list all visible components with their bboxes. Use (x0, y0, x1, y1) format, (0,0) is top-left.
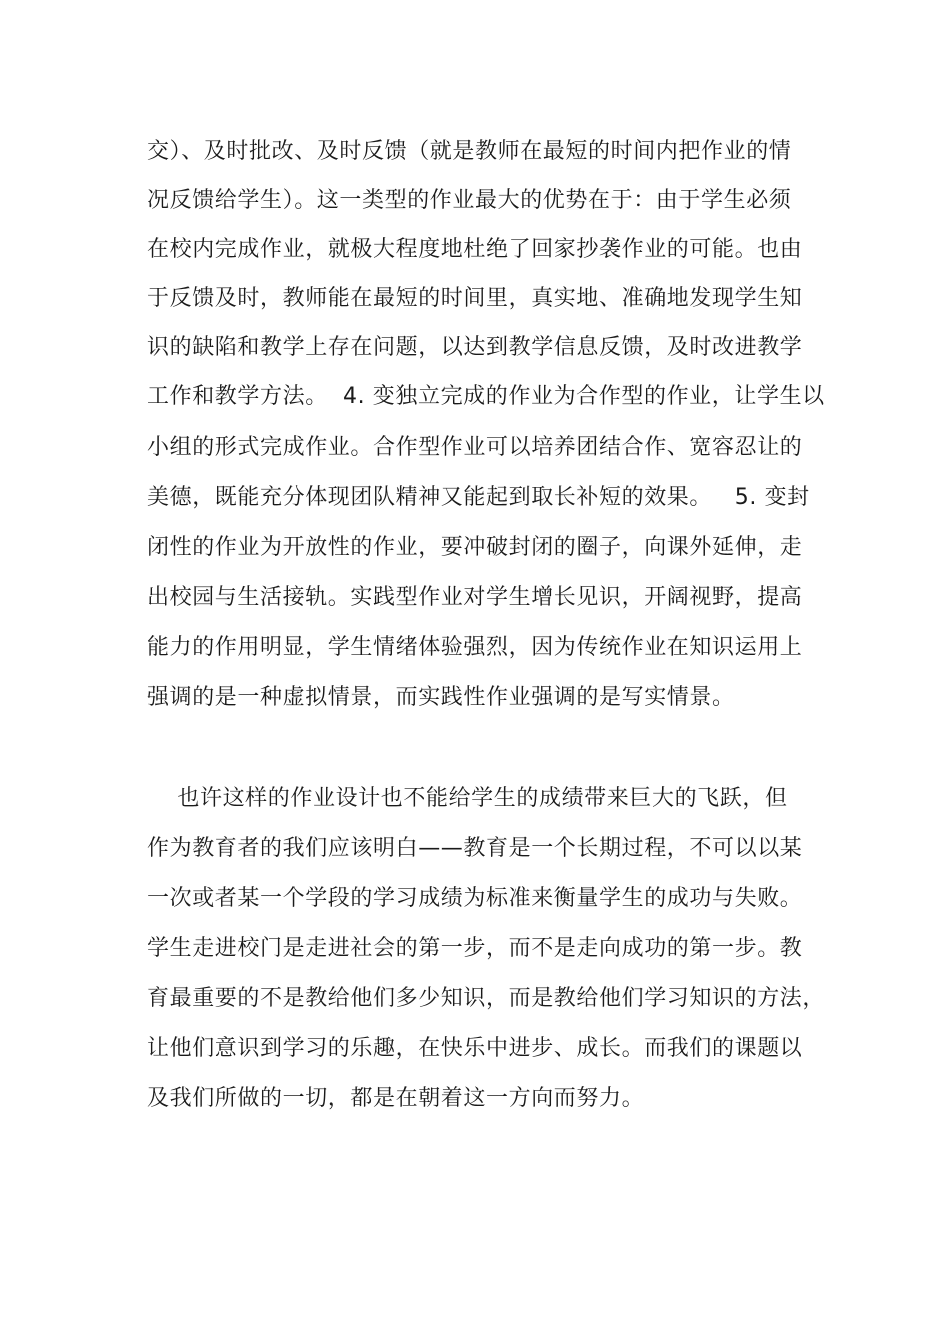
text-line: 能力的作用明显，学生情绪体验强烈，因为传统作业在知识运用上 (147, 635, 803, 660)
text-line: 强调的是一种虚拟情景，而实践性作业强调的是写实情景。 (147, 685, 735, 710)
text-line: 于反馈及时，教师能在最短的时间里，真实地、准确地发现学生知 (147, 286, 803, 311)
text-line: 作为教育者的我们应该明白——教育是一个长期过程，不可以以某 (147, 836, 803, 861)
text-line: 育最重要的不是教给他们多少知识，而是教给他们学习知识的方法， (147, 986, 826, 1011)
text-line: 美德，既能充分体现团队精神又能起到取长补短的效果。 5. 变封 (147, 485, 810, 510)
text-line: 闭性的作业为开放性的作业，要冲破封闭的圈子，向课外延伸，走 (147, 535, 803, 560)
text-line: 识的缺陷和教学上存在问题，以达到教学信息反馈，及时改进教学 (147, 335, 803, 360)
text-line: 工作和教学方法。 4. 变独立完成的作业为合作型的作业，让学生以 (147, 384, 825, 409)
text-line: 交）、及时批改、及时反馈（就是教师在最短的时间内把作业的情 (147, 139, 792, 164)
text-line: 况反馈给学生）。这一类型的作业最大的优势在于：由于学生必须 (147, 188, 792, 213)
text-line: 小组的形式完成作业。合作型作业可以培养团结合作、宽容忍让的 (147, 435, 803, 460)
text-line: 一次或者某一个学段的学习成绩为标准来衡量学生的成功与失败。 (147, 886, 803, 911)
text-line: 学生走进校门是走进社会的第一步，而不是走向成功的第一步。教 (147, 936, 803, 961)
text-line: 在校内完成作业，就极大程度地杜绝了回家抄袭作业的可能。也由 (147, 237, 803, 262)
text-line: 也许这样的作业设计也不能给学生的成绩带来巨大的飞跃，但 (147, 786, 788, 811)
text-line: 出校园与生活接轨。实践型作业对学生增长见识，开阔视野，提高 (147, 585, 803, 610)
text-line: 让他们意识到学习的乐趣，在快乐中进步、成长。而我们的课题以 (147, 1036, 803, 1061)
text-line: 及我们所做的一切，都是在朝着这一方向而努力。 (147, 1086, 645, 1111)
